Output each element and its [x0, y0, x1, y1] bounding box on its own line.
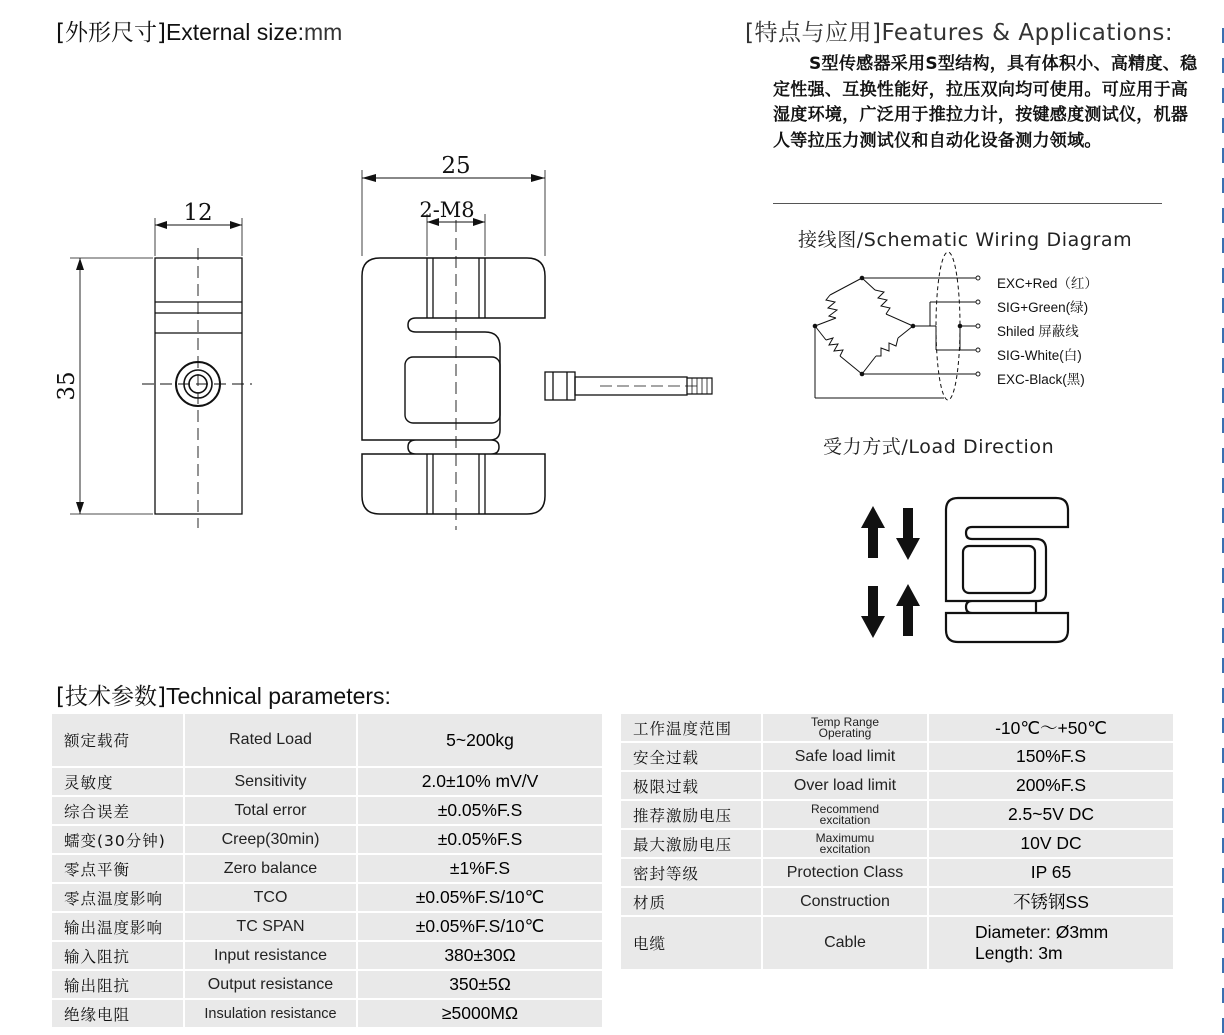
param-name-en: Protection Class — [763, 859, 927, 886]
param-value-line2: Length: 3m — [975, 943, 1063, 963]
param-name-en-line2: excitation — [819, 841, 871, 856]
table-row — [52, 884, 602, 911]
param-name-en: Sensitivity — [185, 768, 356, 795]
param-name-en: Construction — [763, 888, 927, 915]
wire-label-exc-plus: EXC+Red（红） — [997, 276, 1098, 291]
table-row — [621, 714, 1173, 741]
param-name-en: Total error — [185, 797, 356, 824]
param-name-zh: 蠕变(30分钟) — [52, 826, 183, 853]
param-name-en: Cable — [763, 917, 927, 969]
dimension-drawing — [40, 140, 730, 540]
wire-label-shield: Shiled 屏蔽线 — [997, 324, 1079, 339]
dim-length-label: 25 — [441, 153, 471, 179]
table-row — [52, 913, 602, 940]
table-row — [621, 743, 1173, 770]
side-view-body — [155, 258, 242, 514]
table-row — [621, 830, 1173, 857]
table-row — [52, 942, 602, 969]
param-value: ±0.05%F.S — [358, 797, 602, 824]
section-divider — [773, 203, 1162, 204]
param-value: 2.0±10% mV/V — [358, 768, 602, 795]
param-value: 10V DC — [929, 830, 1173, 857]
param-name-zh: 灵敏度 — [52, 768, 183, 795]
table-row — [52, 855, 602, 882]
param-name-en: Insulation resistance — [185, 1000, 356, 1027]
param-name-en-line1: Maximumu — [815, 830, 875, 845]
param-value: ±0.05%F.S/10℃ — [358, 884, 602, 911]
param-name-en: Rated Load — [185, 714, 356, 766]
arrow-down-icon — [896, 508, 920, 560]
param-name-zh: 工作温度范围 — [621, 714, 761, 741]
s-beam-icon — [946, 498, 1068, 642]
param-name-en — [763, 830, 927, 857]
param-value — [929, 917, 1173, 969]
param-name-en: Creep(30min) — [185, 826, 356, 853]
table-row — [52, 826, 602, 853]
arrow-up-icon — [861, 506, 885, 558]
param-value: 5~200kg — [358, 714, 602, 766]
param-name-en: Input resistance — [185, 942, 356, 969]
external-size-zh: [外形尺寸] — [56, 20, 166, 46]
param-name-zh: 零点平衡 — [52, 855, 183, 882]
param-name-zh: 输入阻抗 — [52, 942, 183, 969]
param-value: ±0.05%F.S — [358, 826, 602, 853]
table-row — [52, 714, 602, 766]
external-size-unit: mm — [304, 19, 343, 45]
param-value: 不锈钢SS — [929, 888, 1173, 915]
cable-gland — [545, 372, 575, 400]
param-name-zh: 极限过载 — [621, 772, 761, 799]
param-name-zh: 零点温度影响 — [52, 884, 183, 911]
param-name-en: Output resistance — [185, 971, 356, 998]
external-size-title — [56, 14, 342, 47]
param-value: IP 65 — [929, 859, 1173, 886]
param-value: -10℃～+50℃ — [929, 714, 1173, 741]
arrow-up-icon — [896, 584, 920, 636]
features-body: S型传感器采用S型结构，具有体积小、高精度、稳定性强、互换性能好，拉压双向均可使用。可应用于高湿度环境，广泛用于推拉力计，按键感度测试仪，机器人等拉压力测试仪和自动化设备测力领域。 — [773, 54, 1198, 151]
external-size-en: External size — [165, 19, 298, 45]
param-name-en — [763, 801, 927, 828]
param-name-en: Over load limit — [763, 772, 927, 799]
param-value: ≥5000MΩ — [358, 1000, 602, 1027]
param-name-zh: 电缆 — [621, 917, 761, 969]
param-name-zh: 额定载荷 — [52, 714, 183, 766]
param-value: ±1%F.S — [358, 855, 602, 882]
param-name-zh: 输出温度影响 — [52, 913, 183, 940]
dim-height-label: 35 — [54, 371, 80, 401]
param-value: 2.5~5V DC — [929, 801, 1173, 828]
param-name-en-line1: Recommend — [810, 801, 880, 816]
param-name-en — [763, 714, 927, 741]
tech-params-title-en: Technical parameters: — [165, 683, 391, 709]
table-row — [52, 1000, 602, 1027]
param-value: 200%F.S — [929, 772, 1173, 799]
table-row — [621, 801, 1173, 828]
table-row — [621, 888, 1173, 915]
param-name-zh: 推荐激励电压 — [621, 801, 761, 828]
table-row — [621, 772, 1173, 799]
table-row — [52, 971, 602, 998]
table-row — [621, 917, 1173, 969]
param-name-en-line2: Operating — [818, 725, 872, 740]
tech-params-title — [56, 678, 391, 711]
wiring-diagram — [800, 250, 1000, 410]
param-name-zh: 最大激励电压 — [621, 830, 761, 857]
param-name-zh: 材质 — [621, 888, 761, 915]
dim-width-label: 12 — [183, 200, 213, 226]
param-value: ±0.05%F.S/10℃ — [358, 913, 602, 940]
spec-table-left — [50, 712, 604, 1029]
param-name-en: Zero balance — [185, 855, 356, 882]
param-value: 350±5Ω — [358, 971, 602, 998]
wire-label-sig-minus: SIG-White(白) — [997, 348, 1082, 363]
param-value: 380±30Ω — [358, 942, 602, 969]
param-name-en: TCO — [185, 884, 356, 911]
param-name-zh: 输出阻抗 — [52, 971, 183, 998]
param-name-zh: 安全过载 — [621, 743, 761, 770]
wiring-title: 接线图/Schematic Wiring Diagram — [798, 229, 1133, 251]
features-title: [特点与应用]Features & Applications: — [745, 20, 1174, 46]
param-name-zh: 密封等级 — [621, 859, 761, 886]
dim-thread-label: 2-M8 — [419, 198, 475, 222]
spec-table-right — [619, 712, 1175, 971]
param-name-en: TC SPAN — [185, 913, 356, 940]
table-row — [52, 768, 602, 795]
param-name-zh: 综合误差 — [52, 797, 183, 824]
param-name-en-line2: excitation — [819, 812, 871, 827]
param-value-line1: Diameter: Ø3mm — [975, 922, 1109, 942]
load-direction-diagram — [850, 490, 1080, 650]
param-name-en-line1: Temp Range — [810, 714, 880, 729]
param-value: 150%F.S — [929, 743, 1173, 770]
features-text — [773, 52, 1205, 154]
table-row — [52, 797, 602, 824]
table-row — [621, 859, 1173, 886]
wire-label-exc-minus: EXC-Black(黑) — [997, 372, 1085, 387]
param-name-zh: 绝缘电阻 — [52, 1000, 183, 1027]
load-direction-title: 受力方式/Load Direction — [823, 436, 1055, 458]
arrow-down-icon — [861, 586, 885, 638]
param-name-en: Safe load limit — [763, 743, 927, 770]
wire-label-sig-plus: SIG+Green(绿) — [997, 300, 1089, 315]
external-size-sep: : — [297, 19, 305, 45]
tech-params-title-zh: [技术参数] — [56, 684, 166, 710]
s-beam-outline — [362, 258, 545, 514]
